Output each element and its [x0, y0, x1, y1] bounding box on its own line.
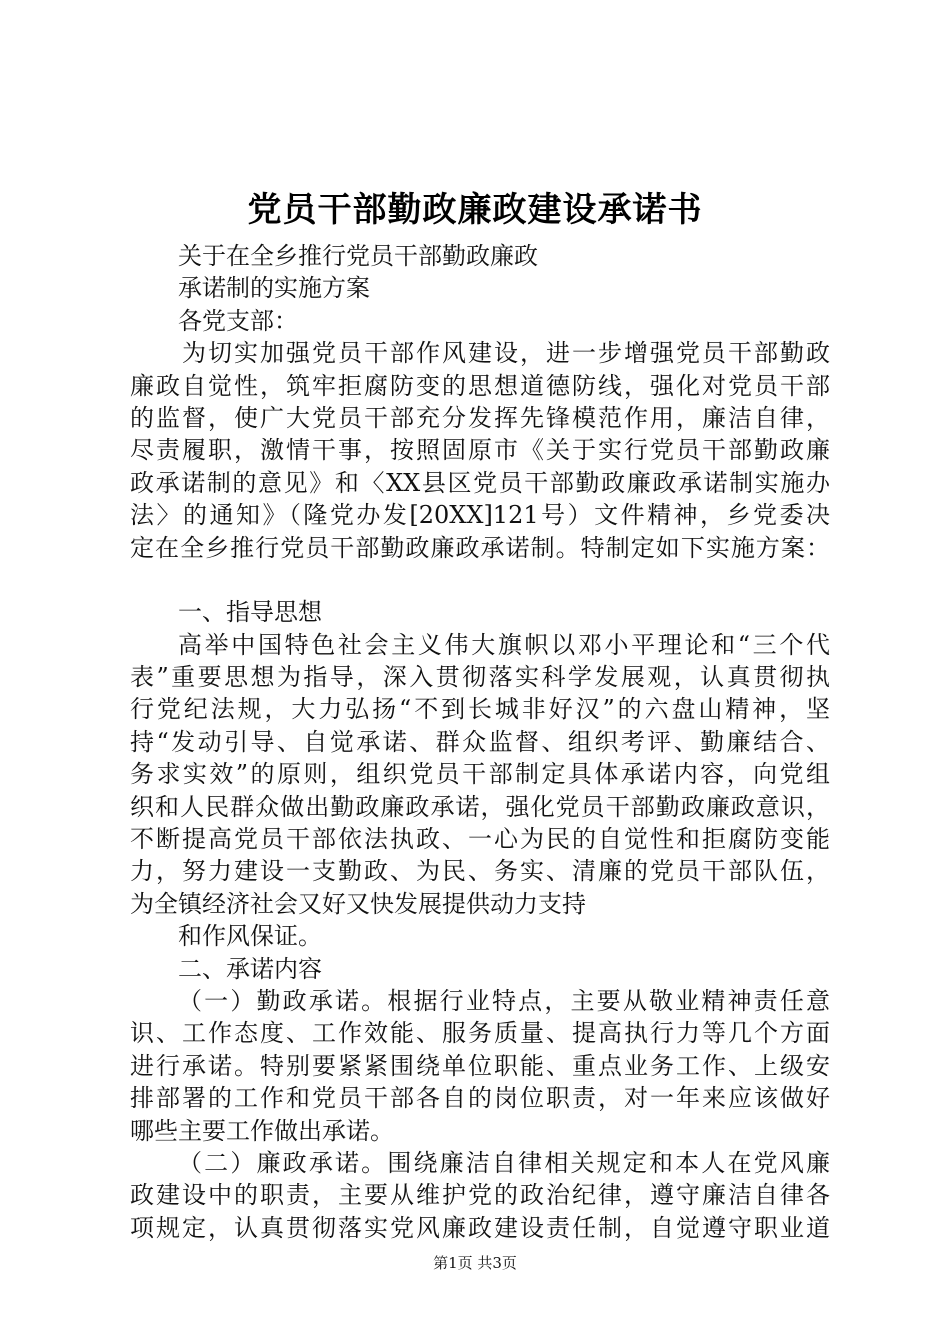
- paragraph-line: 高举中国特色社会主义伟大旗帜以邓小平理论和“三个代: [178, 630, 830, 659]
- paragraph-line: 尽责履职，激情干事，按照固原市《关于实行党员干部勤政廉: [130, 436, 830, 465]
- paragraph-line: 和作风保证。: [178, 922, 322, 951]
- paragraph-line: 行党纪法规，大力弘扬“不到长城非好汉”的六盘山精神，坚: [130, 695, 830, 724]
- paragraph-line: （二）廉政承诺。围绕廉洁自律相关规定和本人在党风廉: [178, 1148, 830, 1177]
- paragraph-line: 哪些主要工作做出承诺。: [130, 1116, 394, 1145]
- paragraph-line: 为切实加强党员干部作风建设，进一步增强党员干部勤政: [182, 339, 830, 368]
- paragraph-line: 廉政自觉性，筑牢拒腐防变的思想道德防线，强化对党员干部: [130, 371, 830, 400]
- paragraph-line: 为全镇经济社会又好又快发展提供动力支持: [130, 889, 586, 918]
- page-footer: 第1页 共3页: [433, 1254, 517, 1272]
- paragraph-line: 表”重要思想为指导，深入贯彻落实科学发展观，认真贯彻执: [130, 663, 830, 692]
- paragraph-line: 进行承诺。特别要紧紧围绕单位职能、重点业务工作、上级安: [130, 1051, 830, 1080]
- paragraph-line: 力，努力建设一支勤政、为民、务实、清廉的党员干部队伍，: [130, 857, 830, 886]
- paragraph-line: 项规定，认真贯彻落实党风廉政建设责任制，自觉遵守职业道: [130, 1213, 830, 1242]
- subtitle-line-1: 关于在全乡推行党员干部勤政廉政: [178, 242, 538, 270]
- paragraph-line: 识、工作态度、工作效能、服务质量、提高执行力等几个方面: [130, 1019, 830, 1048]
- blank-line: [130, 564, 830, 596]
- paragraph-line: （一）勤政承诺。根据行业特点，主要从敬业精神责任意: [178, 986, 830, 1015]
- subtitle-line-2: 承诺制的实施方案: [178, 274, 370, 303]
- salutation: 各党支部：: [178, 306, 298, 335]
- document-body: [130, 240, 830, 1244]
- paragraph-line: 定在全乡推行党员干部勤政廉政承诺制。特制定如下实施方案：: [130, 533, 830, 562]
- paragraph-line: 法〉的通知》（隆党办发[20XX]121号）文件精神，乡党委决: [130, 501, 830, 530]
- paragraph-line: 政承诺制的意见》和〈XX县区党员干部勤政廉政承诺制实施办: [130, 468, 830, 497]
- document-title: 党员干部勤政廉政建设承诺书: [247, 190, 703, 230]
- paragraph-line: 政建设中的职责，主要从维护党的政治纪律，遵守廉洁自律各: [130, 1181, 830, 1210]
- paragraph-line: 不断提高党员干部依法执政、一心为民的自觉性和拒腐防变能: [130, 825, 830, 854]
- paragraph-line: 的监督，使广大党员干部充分发挥先锋模范作用，廉洁自律，: [130, 403, 830, 432]
- paragraph-line: 务求实效”的原则，组织党员干部制定具体承诺内容，向党组: [130, 760, 830, 789]
- paragraph-line: 排部署的工作和党员干部各自的岗位职责，对一年来应该做好: [130, 1084, 830, 1113]
- section-heading-1: 一、指导思想: [178, 598, 322, 627]
- section-heading-2: 二、承诺内容: [178, 954, 322, 983]
- paragraph-line: 织和人民群众做出勤政廉政承诺，强化党员干部勤政廉政意识，: [130, 792, 830, 821]
- paragraph-line: 持“发动引导、自觉承诺、群众监督、组织考评、勤廉结合、: [130, 727, 830, 756]
